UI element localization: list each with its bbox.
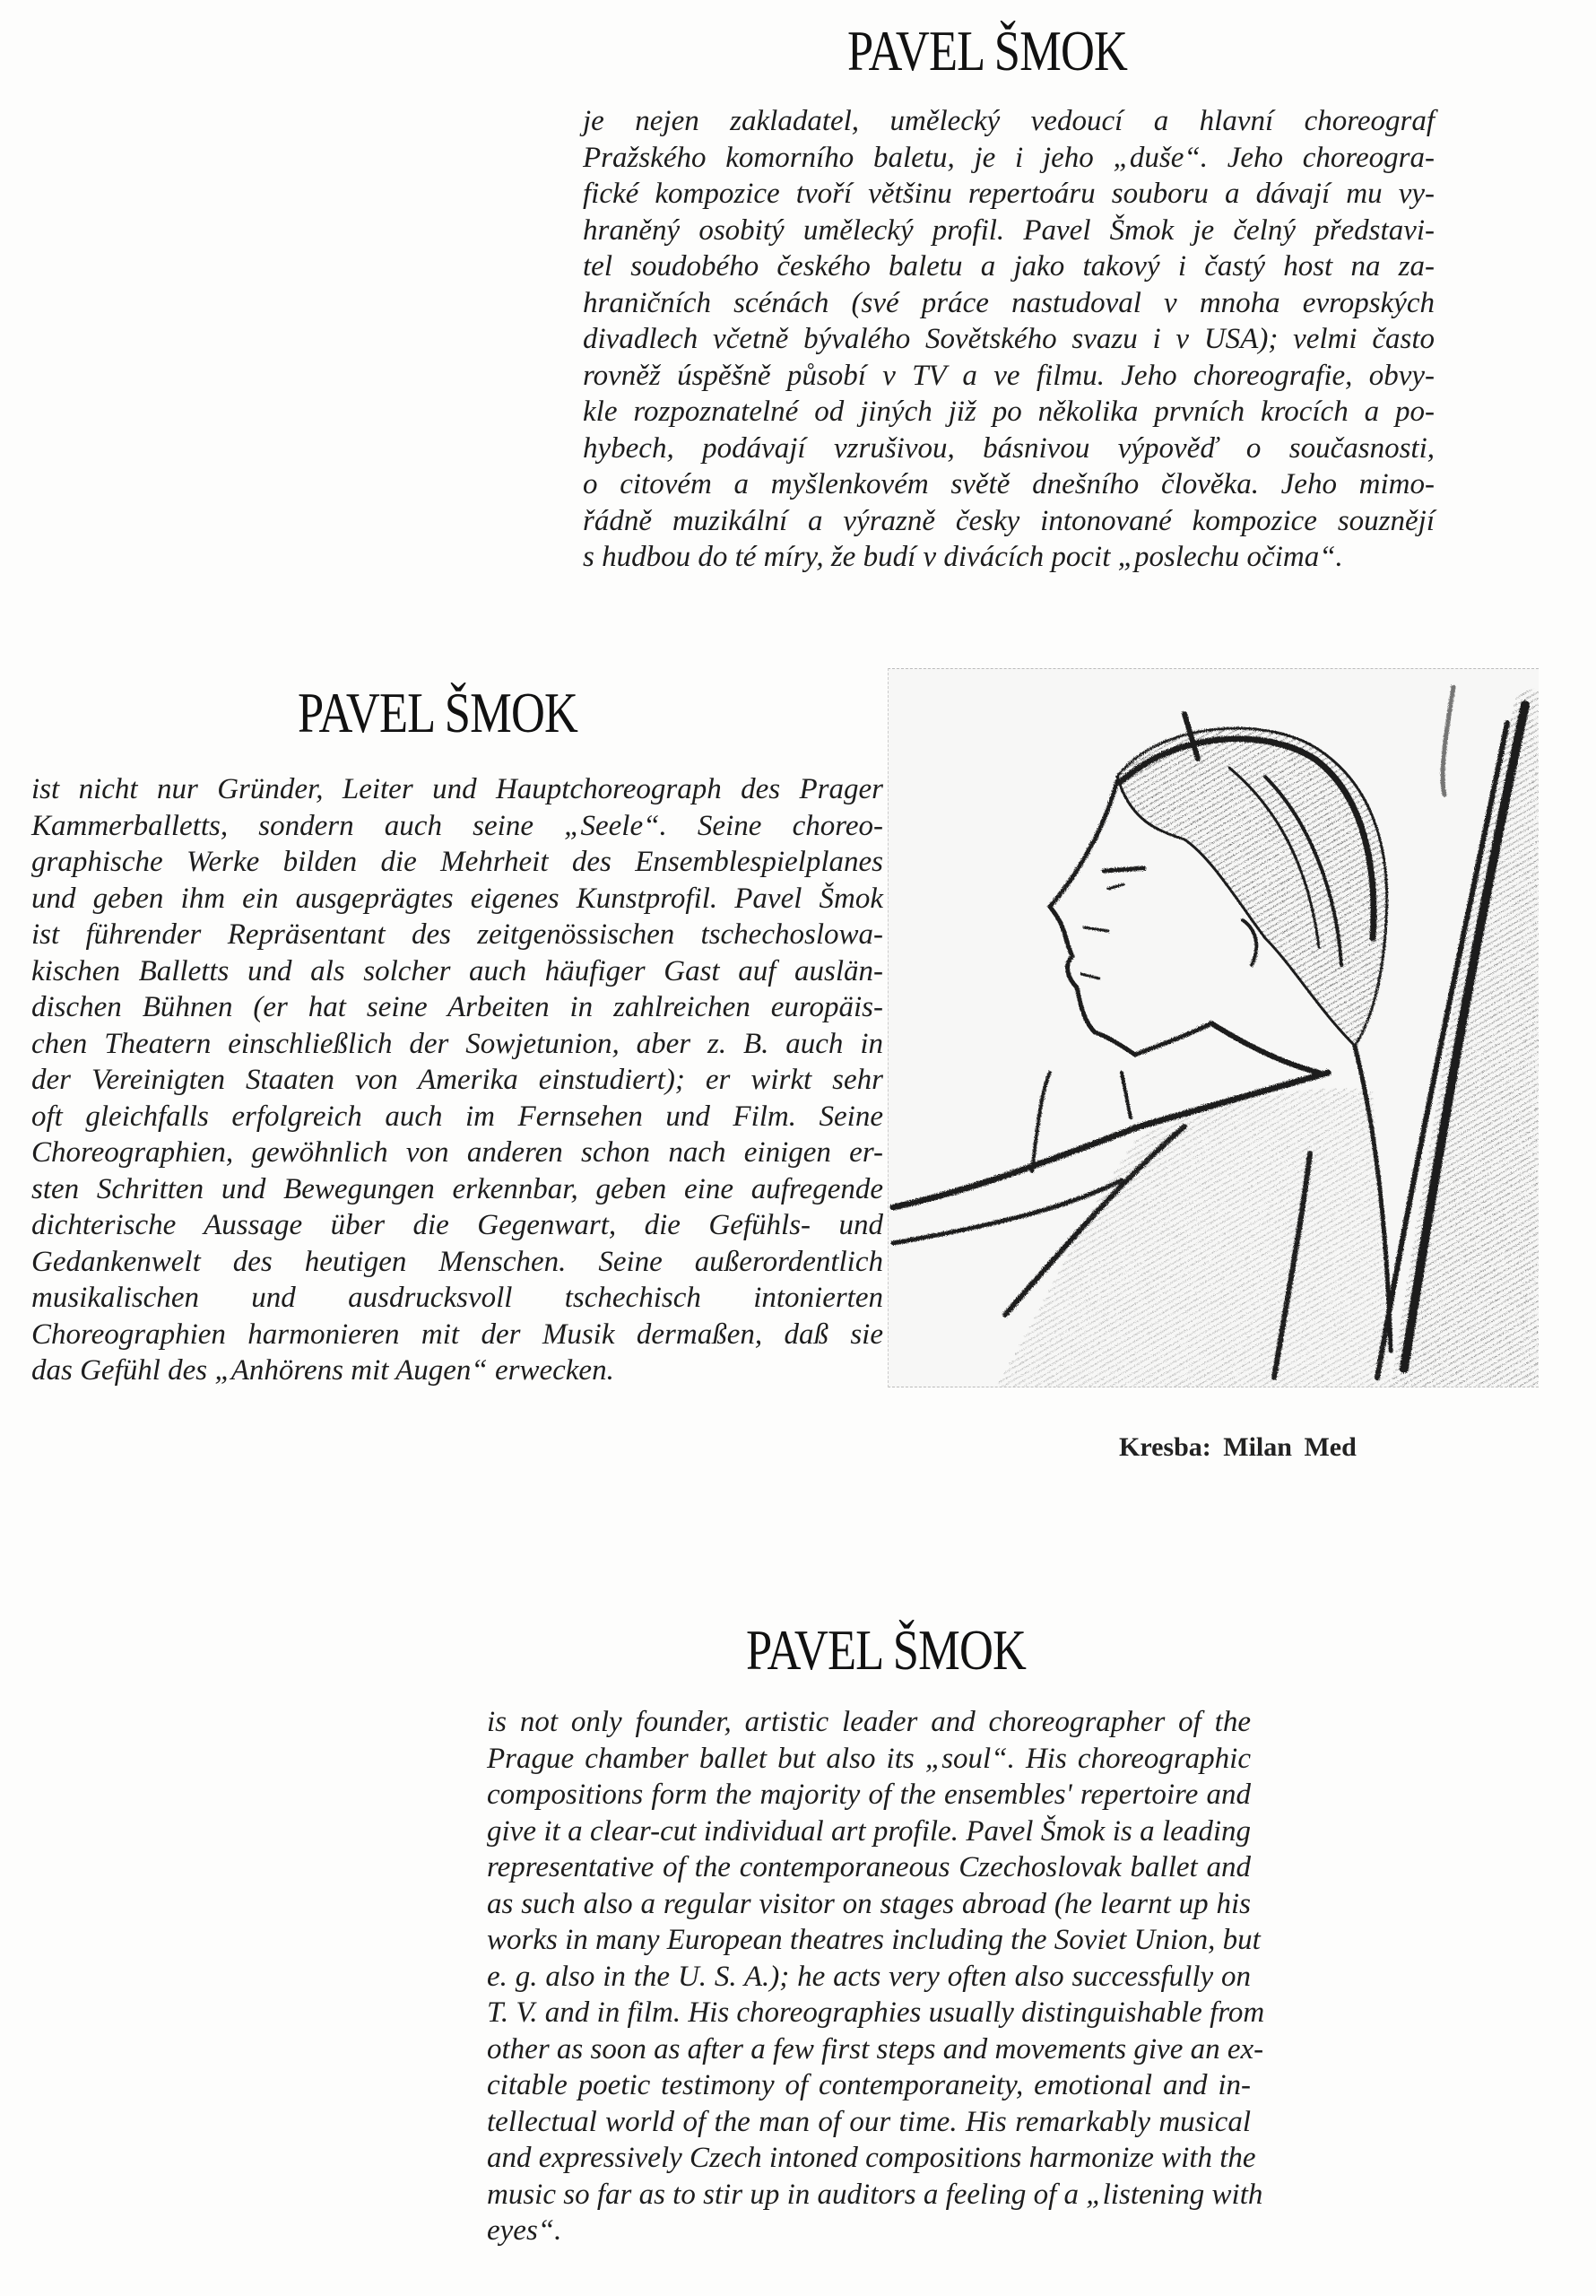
text-line: is not only founder, artistic leader and choreographer of the	[487, 1706, 1251, 1738]
text-line: sten Schritten und Bewegungen erkennbar, geben eine aufregende	[31, 1172, 883, 1205]
text-line: graphische Werke bilden die Mehrheit des Ensemblespielplanes	[31, 846, 883, 878]
text-line: T. V. and in film. His choreographies usually distinguishable from	[487, 1996, 1265, 2029]
text-line: Choreographien, gewöhnlich von anderen schon nach einigen er-	[31, 1136, 883, 1169]
text-line: hraněný osobitý umělecký profil. Pavel Šmok je čelný představi-	[583, 213, 1435, 247]
text-line: music so far as to stir up in auditors a feeling of a „listening with	[487, 2178, 1263, 2211]
portrait-sketch-image	[889, 669, 1539, 1387]
text-line: und geben ihm ein ausgeprägtes eigenes Kunstprofil. Pavel Šmok	[31, 882, 883, 915]
text-line: other as soon as after a few first steps and movements give an ex-	[487, 2032, 1264, 2066]
text-line: der Vereinigten Staaten von Amerika einstudiert); er wirkt sehr	[31, 1064, 883, 1096]
text-line: eyes“.	[487, 2214, 562, 2247]
text-line: kle rozpoznatelné od jiných již po několika prvních krocích a po-	[583, 396, 1435, 428]
text-line: řádně muzikální a výrazně česky intonované kompozice souznějí	[583, 504, 1435, 537]
text-line: citable poetic testimony of contemporaneity, emotional and in-	[487, 2069, 1251, 2101]
text-line: ist führender Repräsentant des zeitgenössischen tschechoslowa-	[31, 918, 883, 951]
text-line: musikalischen und ausdrucksvoll tschechisch intonierten	[31, 1282, 883, 1314]
text-line: hybech, podávají vzrušivou, básnivou výpověď o současnosti,	[583, 431, 1435, 465]
english-biography-paragraph	[487, 1704, 1265, 2249]
portrait-drawing	[888, 668, 1539, 1387]
text-line: je nejen zakladatel, umělecký vedoucí a hlavní choreograf	[583, 105, 1435, 137]
text-line: o citovém a myšlenkovém světě dnešního člověka. Jeho mimo-	[583, 468, 1435, 500]
text-line: divadlech včetně bývalého Sovětského svazu i v USA); velmi často	[583, 323, 1435, 355]
text-line: works in many European theatres including the Soviet Union, but	[487, 1924, 1261, 1956]
text-line: give it a clear-cut individual art profile. Pavel Šmok is a leading	[487, 1814, 1251, 1848]
text-line: chen Theatern einschließlich der Sowjetunion, aber z. B. auch in	[31, 1027, 883, 1060]
text-line: Kammerballetts, sondern auch seine „Seele“. Seine choreo-	[31, 809, 883, 842]
text-line: hraničních scénách (své práce nastudoval v mnoha evropských	[583, 286, 1435, 319]
text-line: compositions form the majority of the ensembles' repertoire and	[487, 1779, 1251, 1811]
czech-biography-paragraph	[583, 103, 1435, 576]
text-line: e. g. also in the U. S. A.); he acts very often also successfully on	[487, 1960, 1251, 1993]
text-line: fické kompozice tvoří většinu repertoáru souboru a dávají mu vy-	[583, 178, 1435, 210]
text-line: and expressively Czech intoned compositions harmonize with the	[487, 2142, 1256, 2174]
german-section-heading: PAVEL ŠMOK	[298, 681, 578, 744]
text-line: rovněž úspěšně působí v TV a ve filmu. Jeho choreografie, obvy-	[583, 359, 1435, 392]
german-biography-paragraph	[31, 771, 883, 1389]
text-line: Pražského komorního baletu, je i jeho „duše“. Jeho choreogra-	[583, 141, 1435, 174]
text-line: tel soudobého českého baletu a jako takový i častý host na za-	[583, 250, 1435, 283]
drawing-credit-caption: Kresba: Milan Med	[1119, 1432, 1357, 1462]
english-section-heading: PAVEL ŠMOK	[746, 1618, 1027, 1682]
text-line: dichterische Aussage über die Gegenwart, die Gefühls- und	[31, 1209, 883, 1241]
text-line: representative of the contemporaneous Czechoslovak ballet and	[487, 1851, 1251, 1883]
text-line: oft gleichfalls erfolgreich auch im Fernsehen und Film. Seine	[31, 1100, 883, 1133]
text-line: das Gefühl des „Anhörens mit Augen“ erwecken.	[31, 1354, 614, 1387]
text-line: Prague chamber ballet but also its „soul“. His choreographic	[487, 1742, 1251, 1775]
text-line: as such also a regular visitor on stages abroad (he learnt up his	[487, 1887, 1251, 1920]
czech-section-heading: PAVEL ŠMOK	[847, 19, 1128, 83]
text-line: Choreographien harmonieren mit der Musik dermaßen, daß sie	[31, 1318, 883, 1351]
text-line: s hudbou do té míry, že budí v divácích pocit „poslechu očima“.	[583, 541, 1343, 573]
text-line: tellectual world of the man of our time. His remarkably musical	[487, 2105, 1251, 2138]
text-line: Gedankenwelt des heutigen Menschen. Seine außerordentlich	[31, 1245, 883, 1278]
text-line: dischen Bühnen (er hat seine Arbeiten in zahlreichen europäis-	[31, 991, 883, 1023]
text-line: ist nicht nur Gründer, Leiter und Hauptchoreograph des Prager	[31, 773, 883, 805]
text-line: kischen Balletts und als solcher auch häufiger Gast auf auslän-	[31, 954, 883, 987]
